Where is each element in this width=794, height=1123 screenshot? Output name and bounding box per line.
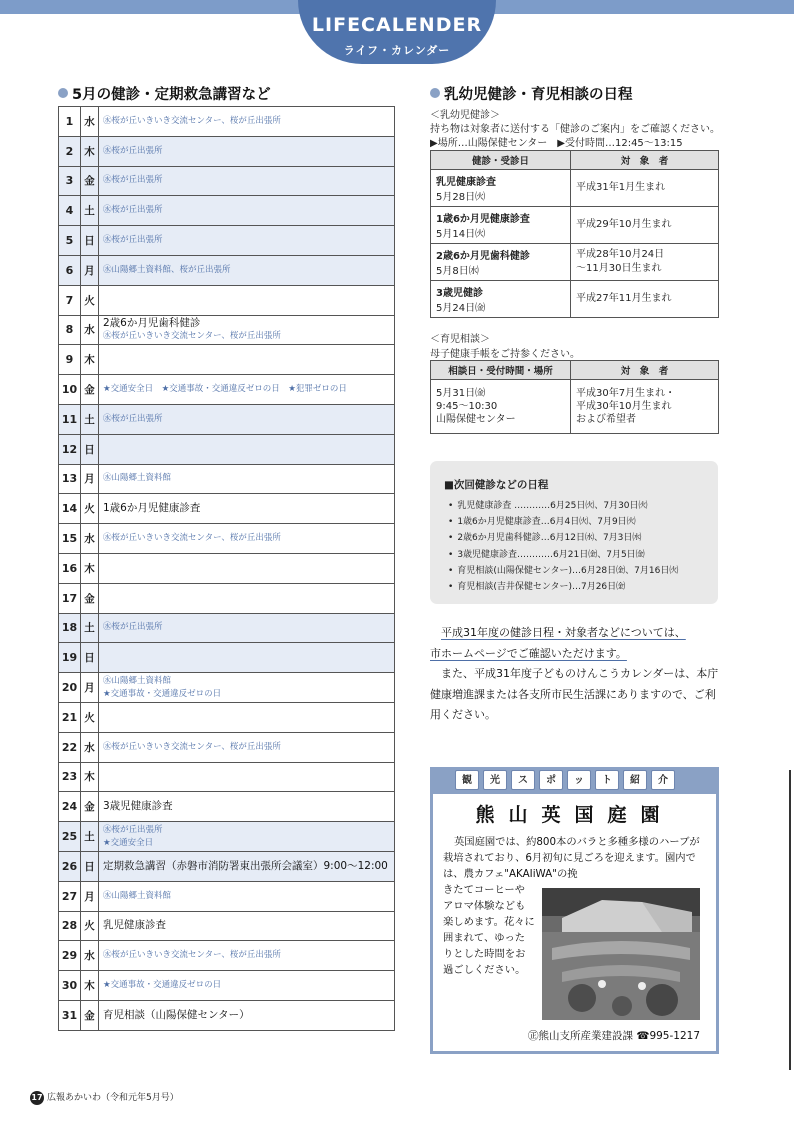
calendar-event: 乳児健康診査 [103,919,166,932]
calendar-events [99,762,395,792]
spot-band-char: 介 [651,770,675,790]
next-schedule-list [448,498,678,595]
calendar-row [59,464,395,494]
exam-label: ＜乳幼児健診＞ [430,110,500,121]
calendar-day-number: 27 [59,881,81,911]
calendar-row [59,553,395,583]
calendar-row [59,613,395,643]
calendar-day-number: 26 [59,851,81,881]
calendar-events [99,345,395,375]
calendar-day-number: 5 [59,226,81,256]
calendar-row [59,673,395,703]
calendar-event: ㊌桜が丘出張所 [103,824,163,835]
calendar-row [59,643,395,673]
exam-cell-date [431,244,571,281]
calendar-events [99,792,395,822]
exam-name: 1歳6か月児健康診査 [436,214,530,225]
exam-table [430,150,719,318]
header-subtitle: ライフ・カレンダー [343,44,451,57]
calendar-row [59,345,395,375]
calendar-day-number: 23 [59,762,81,792]
calendar-events [99,196,395,226]
calendar-day-number: 29 [59,941,81,971]
calendar-row [59,583,395,613]
calendar-weekday: 水 [81,732,99,762]
exam-name: 2歳6か月児歯科健診 [436,251,530,262]
header-title: LIFECALENDER [311,14,483,36]
calendar-day-number: 28 [59,911,81,941]
exam-row [431,281,719,318]
calendar-event: ㊌桜が丘出張所 [103,205,163,216]
calendar-event: ㊌山陽郷土資料館、桜が丘出張所 [103,264,231,275]
calendar-row [59,434,395,464]
calendar-day-number: 13 [59,464,81,494]
calendar-events [99,375,395,405]
calendar-row [59,851,395,881]
calendar-events [99,494,395,524]
calendar-event: ㊌桜が丘いきいき交流センター、桜が丘出張所 [103,533,281,544]
exam-name: 3歳児健診 [436,288,483,299]
calendar-events [99,136,395,166]
calendar-weekday: 金 [81,166,99,196]
spot-band-char: 観 [455,770,479,790]
spot-text-wide: 英国庭園では、約800本のバラと多種多様のハーブが栽培されており、6月初旬に見ごろを迎えます。園内では、農カフェ"AKAIiWA"の挽 [443,836,700,880]
next-schedule-item: • 2歳6か月児歯科健診…6月12日㈬、7月3日㈬ [448,530,678,546]
left-heading [58,83,271,104]
calendar-weekday: 月 [81,673,99,703]
calendar-events [99,881,395,911]
consult-header-info: 相談日・受付時間・場所 [431,361,571,380]
calendar-row [59,107,395,137]
calendar-event: ㊌桜が丘いきいき交流センター、桜が丘出張所 [103,950,281,961]
calendar-row [59,285,395,315]
calendar-event: ★交通安全日 [103,837,154,848]
calendar-event: 育児相談（山陽保健センター） [103,1008,250,1021]
calendar-day-number: 19 [59,643,81,673]
calendar-table [58,106,395,1031]
calendar-events [99,613,395,643]
calendar-weekday: 木 [81,762,99,792]
next-schedule-box [430,461,718,604]
calendar-row [59,941,395,971]
exam-cell-date [431,281,571,318]
calendar-events [99,107,395,137]
calendar-weekday: 木 [81,136,99,166]
calendar-events [99,226,395,256]
calendar-events [99,702,395,732]
calendar-day-number: 31 [59,1000,81,1030]
calendar-day-number: 18 [59,613,81,643]
calendar-weekday: 土 [81,404,99,434]
spot-band-char: ッ [567,770,591,790]
publication-label: 広報あかいわ（令和元年5月号） [47,1093,179,1103]
calendar-event: ㊌山陽郷土資料館 [103,473,172,484]
spot-band-chars [455,770,675,790]
para-line-3: また、平成31年度子どものけんこうカレンダーは、本庁健康増進課または各支所市民生活課にありますので、ご利用ください。 [430,667,719,721]
calendar-events [99,732,395,762]
calendar-weekday: 火 [81,702,99,732]
consult-note: 母子健康手帳をご持参ください。 [430,349,580,360]
header-tab [298,0,496,64]
calendar-event: ㊌桜が丘出張所 [103,145,163,156]
calendar-events [99,524,395,554]
calendar-row [59,524,395,554]
calendar-events [99,971,395,1001]
calendar-event: ㊌桜が丘出張所 [103,622,163,633]
next-schedule-item: • 乳児健康診査 …………6月25日㈫、7月30日㈫ [448,498,678,514]
exam-target: 平成28年10月24日 ～11月30日生まれ [571,244,719,281]
calendar-events [99,643,395,673]
spot-band-char: 紹 [623,770,647,790]
calendar-events [99,941,395,971]
next-schedule-title: ■次回健診などの日程 [444,479,549,491]
calendar-weekday: 水 [81,107,99,137]
calendar-row [59,732,395,762]
calendar-row [59,404,395,434]
spot-text-narrow: きたてコーヒーやアロマ体験なども楽しめます。花々に囲まれて、ゆったりとした時間をお過ごしください。 [443,884,535,976]
right-heading-text: 乳幼児健診・育児相談の日程 [444,87,633,103]
calendar-event: 2歳6か月児歯科健診 [103,316,201,329]
bullet-dot-icon [430,88,440,98]
para-line-2: 市ホームページでご確認いただけます。 [430,646,627,660]
garden-photo-image [542,888,700,1020]
calendar-weekday: 土 [81,196,99,226]
calendar-weekday: 木 [81,553,99,583]
calendar-events [99,255,395,285]
calendar-events [99,822,395,852]
exam-target: 平成29年10月生まれ [571,207,719,244]
calendar-weekday: 日 [81,643,99,673]
next-schedule-item: • 3歳児健康診査…………6月21日㈮、7月5日㈮ [448,547,678,563]
calendar-row [59,1000,395,1030]
calendar-events [99,434,395,464]
calendar-day-number: 25 [59,822,81,852]
calendar-day-number: 17 [59,583,81,613]
calendar-day-number: 12 [59,434,81,464]
consult-table [430,360,719,434]
calendar-weekday: 日 [81,434,99,464]
calendar-row [59,255,395,285]
calendar-day-number: 3 [59,166,81,196]
exam-row [431,244,719,281]
calendar-events [99,583,395,613]
calendar-event: 1歳6か月児健康診査 [103,502,201,515]
calendar-day-number: 10 [59,375,81,405]
calendar-day-number: 16 [59,553,81,583]
calendar-day-number: 8 [59,315,81,345]
exam-date: 5月8日㈬ [436,266,479,277]
consult-info: 5月31日㈮ 9:45～10:30 山陽保健センター [431,380,571,434]
calendar-events [99,404,395,434]
left-heading-text: 5月の健診・定期救急講習など [72,87,271,103]
exam-name: 乳児健康診査 [436,177,496,188]
exam-date: 5月14日㈫ [436,229,486,240]
calendar-day-number: 1 [59,107,81,137]
calendar-event: ★交通安全日 ★交通事故・交通違反ゼロの日 ★犯罪ゼロの日 [103,384,347,395]
calendar-day-number: 24 [59,792,81,822]
calendar-events [99,315,395,345]
spot-band-char: 光 [483,770,507,790]
calendar-events [99,1000,395,1030]
spot-contact: ㊣熊山支所産業建設課 ☎995-1217 [528,1030,700,1042]
spot-band-char: ス [511,770,535,790]
calendar-weekday: 月 [81,464,99,494]
tourist-spot-box [430,767,719,1054]
calendar-weekday: 金 [81,792,99,822]
calendar-weekday: 土 [81,822,99,852]
page-footer [30,1090,179,1105]
calendar-row [59,375,395,405]
calendar-day-number: 14 [59,494,81,524]
exam-date: 5月24日㈮ [436,303,486,314]
exam-cell-date [431,207,571,244]
calendar-event: 定期救急講習（赤磐市消防署東出張所会議室）9:00～12:00 [103,859,388,872]
calendar-weekday: 火 [81,911,99,941]
calendar-event: ㊌桜が丘いきいき交流センター、桜が丘出張所 [103,115,281,126]
calendar-row [59,702,395,732]
calendar-event: ㊌桜が丘いきいき交流センター、桜が丘出張所 [103,330,281,341]
calendar-events [99,911,395,941]
spot-band-char: ポ [539,770,563,790]
calendar-row [59,911,395,941]
calendar-event: ㊌桜が丘出張所 [103,235,163,246]
calendar-day-number: 22 [59,732,81,762]
exam-note-2: ▶場所…山陽保健センター ▶受付時間…12:45～13:15 [430,138,683,149]
calendar-event: ㊌桜が丘いきいき交流センター、桜が丘出張所 [103,741,281,752]
calendar-weekday: 水 [81,524,99,554]
calendar-weekday: 月 [81,255,99,285]
calendar-event: ㊌山陽郷土資料館 [103,890,172,901]
calendar-weekday: 木 [81,345,99,375]
calendar-weekday: 月 [81,881,99,911]
calendar-day-number: 20 [59,673,81,703]
calendar-row [59,822,395,852]
calendar-row [59,315,395,345]
calendar-weekday: 土 [81,613,99,643]
calendar-weekday: 日 [81,226,99,256]
calendar-day-number: 4 [59,196,81,226]
exam-cell-date [431,170,571,207]
exam-row [431,207,719,244]
calendar-row [59,762,395,792]
page-number: 17 [30,1091,44,1105]
next-schedule-item: • 育児相談(山陽保健センター)…6月28日㈮、7月16日㈫ [448,563,678,579]
calendar-event: ㊌桜が丘出張所 [103,175,163,186]
calendar-events [99,673,395,703]
calendar-weekday: 金 [81,375,99,405]
calendar-day-number: 21 [59,702,81,732]
calendar-row [59,196,395,226]
calendar-day-number: 7 [59,285,81,315]
calendar-day-number: 6 [59,255,81,285]
exam-note-1: 持ち物は対象者に送付する「健診のご案内」をご確認ください。 [430,124,720,135]
calendar-row [59,494,395,524]
consult-target: 平成30年7月生まれ・ 平成30年10月生まれ および希望者 [571,380,719,434]
next-schedule-item: • 育児相談(吉井保健センター)…7月26日㈮ [448,579,678,595]
calendar-row [59,166,395,196]
calendar-row [59,136,395,166]
para-line-1: 平成31年度の健診日程・対象者などについては、 [441,626,686,639]
info-paragraph [430,623,722,726]
exam-target: 平成31年1月生まれ [571,170,719,207]
calendar-row [59,881,395,911]
next-schedule-item: • 1歳6か月児健康診査…6月4日㈫、7月9日㈫ [448,514,678,530]
calendar-weekday: 金 [81,1000,99,1030]
calendar-weekday: 金 [81,583,99,613]
calendar-events [99,166,395,196]
calendar-events [99,553,395,583]
calendar-event: ★交通事故・交通違反ゼロの日 [103,980,222,990]
calendar-day-number: 15 [59,524,81,554]
calendar-events [99,285,395,315]
spot-band-char: ト [595,770,619,790]
margin-rule [789,770,791,1070]
calendar-event: 3歳児健康診査 [103,800,173,813]
consult-label: ＜育児相談＞ [430,334,490,345]
calendar-weekday: 水 [81,941,99,971]
calendar-event: ㊌山陽郷土資料館 [103,675,172,686]
calendar-day-number: 2 [59,136,81,166]
spot-band [433,770,716,794]
bullet-dot-icon [58,88,68,98]
calendar-events [99,851,395,881]
exam-header-date: 健診・受診日 [431,151,571,170]
calendar-event: ㊌桜が丘出張所 [103,413,163,424]
spot-title: 熊山英国庭園 [475,804,674,826]
calendar-weekday: 水 [81,315,99,345]
calendar-weekday: 火 [81,285,99,315]
calendar-weekday: 木 [81,971,99,1001]
calendar-weekday: 日 [81,851,99,881]
calendar-row [59,792,395,822]
right-heading [430,83,633,104]
calendar-event: ★交通事故・交通違反ゼロの日 [103,688,222,699]
consult-header-target: 対 象 者 [571,361,719,380]
garden-photo [542,888,700,1020]
exam-target: 平成27年11月生まれ [571,281,719,318]
calendar-row [59,971,395,1001]
calendar-row [59,226,395,256]
calendar-day-number: 11 [59,404,81,434]
calendar-day-number: 30 [59,971,81,1001]
exam-row [431,170,719,207]
exam-date: 5月28日㈫ [436,192,486,203]
exam-header-target: 対 象 者 [571,151,719,170]
calendar-weekday: 火 [81,494,99,524]
calendar-events [99,464,395,494]
calendar-day-number: 9 [59,345,81,375]
